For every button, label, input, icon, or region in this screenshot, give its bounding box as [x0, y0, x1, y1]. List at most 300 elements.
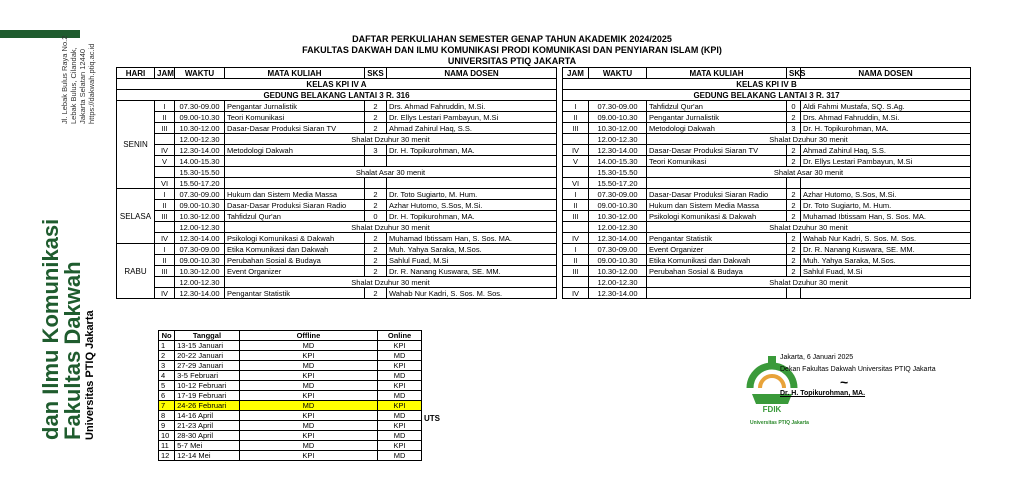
course-cell: Tahfidzul Qur'an: [647, 101, 787, 112]
waktu-cell: 09.00-10.30: [589, 255, 647, 266]
jam-cell: [563, 134, 589, 145]
cal-online-cell: MD: [378, 411, 422, 421]
calendar-row: [159, 411, 422, 421]
header-nama-dosen: NAMA DOSEN: [387, 68, 557, 79]
schedule-table-kpi-b: [562, 67, 971, 299]
course-cell: Pengantar Statistik: [647, 233, 787, 244]
sks-cell: 2: [787, 145, 801, 156]
sks-cell: 2: [787, 255, 801, 266]
jam-cell: III: [563, 211, 589, 222]
schedule-row: [563, 233, 971, 244]
lecturer-cell: Wahab Nur Kadri, S. Sos. M. Sos.: [801, 233, 971, 244]
schedule-row: [563, 145, 971, 156]
signature-name: Dr. H. Topikurohman, MA.: [780, 390, 866, 397]
uts-label: UTS: [424, 414, 440, 423]
course-cell: Etika Komunikasi dan Dakwah: [225, 244, 365, 255]
course-cell: Pengantar Statistik: [225, 288, 365, 299]
break-cell: Shalat Asar 30 menit: [647, 167, 971, 178]
cal-date-cell: 12-14 Mei: [175, 451, 240, 461]
lecturer-cell: [387, 156, 557, 167]
cal-date-cell: 14-16 April: [175, 411, 240, 421]
jam-cell: [155, 134, 175, 145]
waktu-cell: 12.00-12.30: [175, 222, 225, 233]
signature-date: Jakarta, 6 Januari 2025: [780, 354, 854, 361]
lecturer-cell: Sahlul Fuad, M.Si: [801, 266, 971, 277]
waktu-cell: 12.00-12.30: [175, 277, 225, 288]
calendar-row: [159, 341, 422, 351]
cal-online-cell: MD: [378, 451, 422, 461]
sks-cell: 2: [787, 112, 801, 123]
cal-no-cell: 6: [159, 391, 175, 401]
waktu-cell: 10.30-12.00: [589, 123, 647, 134]
cal-no-cell: 3: [159, 361, 175, 371]
lecturer-cell: Drs. Ahmad Fahruddin, M.Si.: [801, 112, 971, 123]
cal-date-cell: 5-7 Mei: [175, 441, 240, 451]
break-cell: Shalat Dzuhur 30 menit: [225, 222, 557, 233]
lecturer-cell: Dr. Ellys Lestari Pambayun, M.Si: [801, 156, 971, 167]
faculty-name-line1: Fakultas Dakwah: [60, 261, 85, 440]
cal-no-cell: 11: [159, 441, 175, 451]
cal-date-cell: 3-5 Februari: [175, 371, 240, 381]
day-cell: SENIN: [117, 101, 155, 189]
schedule-row: [117, 200, 557, 211]
kelas-label: KELAS KPI IV A: [117, 79, 557, 90]
course-cell: Dasar-Dasar Produksi Siaran Radio: [647, 189, 787, 200]
break-cell: Shalat Dzuhur 30 menit: [225, 277, 557, 288]
course-cell: Perubahan Sosial & Budaya: [225, 255, 365, 266]
course-cell: Teori Komunikasi: [647, 156, 787, 167]
cal-offline-cell: KPI: [239, 451, 377, 461]
jam-cell: [563, 277, 589, 288]
waktu-cell: 12.00-12.30: [589, 222, 647, 233]
waktu-cell: 10.30-12.00: [175, 266, 225, 277]
cal-online-cell: KPI: [378, 361, 422, 371]
calendar-row: [159, 401, 422, 411]
calendar-row: [159, 361, 422, 371]
gedung-label: GEDUNG BELAKANG LANTAI 3 R. 316: [117, 90, 557, 101]
waktu-cell: 15.50-17.20: [175, 178, 225, 189]
cal-offline-cell: KPI: [239, 371, 377, 381]
schedule-row: [117, 211, 557, 222]
waktu-cell: 12.30-14.00: [589, 145, 647, 156]
schedule-row: [563, 178, 971, 189]
lecturer-cell: Wahab Nur Kadri, S. Sos. M. Sos.: [387, 288, 557, 299]
header-nama-dosen: NAMA DOSEN: [801, 68, 971, 79]
lecturer-cell: Azhar Hutomo, S.Sos, M.Si.: [387, 200, 557, 211]
header-sks: SKS: [787, 68, 801, 79]
sks-cell: 2: [365, 233, 387, 244]
course-cell: Perubahan Sosial & Budaya: [647, 266, 787, 277]
signature-scribble: ~: [840, 374, 849, 390]
sks-cell: 2: [365, 255, 387, 266]
sks-cell: 2: [365, 288, 387, 299]
cal-online-cell: KPI: [378, 401, 422, 411]
schedule-row: [563, 266, 971, 277]
calendar-row: [159, 371, 422, 381]
jam-cell: I: [563, 189, 589, 200]
lecturer-cell: Muh. Yahya Saraka, M.Sos.: [387, 244, 557, 255]
waktu-cell: 15.50-17.20: [589, 178, 647, 189]
waktu-cell: 15.30-15.50: [175, 167, 225, 178]
header-sks: SKS: [365, 68, 387, 79]
schedule-row: [563, 189, 971, 200]
course-cell: Psikologi Komunikasi & Dakwah: [647, 211, 787, 222]
lecturer-cell: [387, 178, 557, 189]
calendar-row: [159, 351, 422, 361]
waktu-cell: 10.30-12.00: [589, 266, 647, 277]
cal-offline-cell: MD: [239, 441, 377, 451]
lecturer-cell: Aldi Fahmi Mustafa, SQ. S.Ag.: [801, 101, 971, 112]
course-cell: Pengantar Jurnalistik: [647, 112, 787, 123]
cal-no-cell: 7: [159, 401, 175, 411]
course-cell: Hukum dan Sistem Media Massa: [647, 200, 787, 211]
cal-online-cell: MD: [378, 391, 422, 401]
course-cell: Teori Komunikasi: [225, 112, 365, 123]
jam-cell: VI: [155, 178, 175, 189]
header-waktu: WAKTU: [589, 68, 647, 79]
cal-header-no: No: [159, 331, 175, 341]
sks-cell: 2: [365, 189, 387, 200]
cal-online-cell: KPI: [378, 441, 422, 451]
schedule-row: [563, 244, 971, 255]
lecturer-cell: [801, 178, 971, 189]
cal-no-cell: 8: [159, 411, 175, 421]
calendar-row: [159, 431, 422, 441]
sks-cell: 2: [365, 112, 387, 123]
cal-online-cell: KPI: [378, 341, 422, 351]
jam-cell: IV: [155, 288, 175, 299]
break-cell: Shalat Asar 30 menit: [225, 167, 557, 178]
document-subtitle: FAKULTAS DAKWAH DAN ILMU KOMUNIKASI PRODI KOMUNIKASI DAN PENYIARAN ISLAM (KPI): [302, 45, 722, 55]
cal-offline-cell: MD: [239, 401, 377, 411]
calendar-row: [159, 421, 422, 431]
jam-cell: III: [563, 266, 589, 277]
jam-cell: IV: [155, 145, 175, 156]
cal-header-tanggal: Tanggal: [175, 331, 240, 341]
waktu-cell: 12.30-14.00: [175, 145, 225, 156]
website-link[interactable]: https://dakwah.ptiq.ac.id: [87, 43, 96, 124]
course-cell: Etika Komunikasi dan Dakwah: [647, 255, 787, 266]
cal-date-cell: 20-22 Januari: [175, 351, 240, 361]
jam-cell: [563, 222, 589, 233]
lecturer-cell: Ahmad Zahirul Haq, S.S.: [801, 145, 971, 156]
jam-cell: III: [563, 123, 589, 134]
cal-date-cell: 17-19 Februari: [175, 391, 240, 401]
jam-cell: [155, 167, 175, 178]
schedule-row: [117, 167, 557, 178]
waktu-cell: 09.00-10.30: [589, 200, 647, 211]
sks-cell: 2: [365, 266, 387, 277]
waktu-cell: 12.30-14.00: [589, 233, 647, 244]
lecturer-cell: Dr. Toto Sugiarto, M. Hum.: [801, 200, 971, 211]
cal-header-online: Online: [378, 331, 422, 341]
schedule-row: [563, 255, 971, 266]
schedule-row: [117, 233, 557, 244]
jam-cell: III: [155, 266, 175, 277]
waktu-cell: 10.30-12.00: [175, 211, 225, 222]
signature-role: Dekan Fakultas Dakwah Universitas PTIQ Jakarta: [780, 366, 936, 373]
jam-cell: I: [155, 101, 175, 112]
lecturer-cell: Muhamad Ibtissam Han, S. Sos. MA.: [387, 233, 557, 244]
sks-cell: 2: [787, 156, 801, 167]
waktu-cell: 09.00-10.30: [589, 112, 647, 123]
university-title: UNIVERSITAS PTIQ JAKARTA: [447, 56, 577, 66]
sks-cell: 2: [787, 200, 801, 211]
course-cell: Dasar-Dasar Produksi Siaran TV: [225, 123, 365, 134]
jam-cell: V: [563, 156, 589, 167]
course-cell: [647, 288, 787, 299]
break-cell: Shalat Dzuhur 30 menit: [225, 134, 557, 145]
address-line: Jl. Lebak Bulus Raya No.2: [60, 35, 69, 124]
waktu-cell: 15.30-15.50: [589, 167, 647, 178]
jam-cell: IV: [563, 288, 589, 299]
waktu-cell: 09.00-10.30: [175, 112, 225, 123]
schedule-row: [563, 211, 971, 222]
lecturer-cell: Dr. H. Topikurohman, MA.: [801, 123, 971, 134]
course-cell: Metodologi Dakwah: [647, 123, 787, 134]
cal-offline-cell: KPI: [239, 431, 377, 441]
course-cell: Metodologi Dakwah: [225, 145, 365, 156]
sks-cell: 3: [365, 145, 387, 156]
lecturer-cell: Dr. R. Nanang Kuswara, SE. MM.: [801, 244, 971, 255]
schedule-row: [117, 145, 557, 156]
sks-cell: 2: [787, 266, 801, 277]
day-cell: SELASA: [117, 189, 155, 244]
schedule-row: [117, 288, 557, 299]
header-mata-kuliah: MATA KULIAH: [225, 68, 365, 79]
sks-cell: 2: [787, 189, 801, 200]
waktu-cell: 12.30-14.00: [175, 233, 225, 244]
sks-cell: 2: [365, 101, 387, 112]
schedule-row: [117, 222, 557, 233]
cal-no-cell: 10: [159, 431, 175, 441]
jam-cell: IV: [563, 233, 589, 244]
cal-online-cell: KPI: [378, 381, 422, 391]
header-mata-kuliah: MATA KULIAH: [647, 68, 787, 79]
jam-cell: I: [563, 244, 589, 255]
waktu-cell: 10.30-12.00: [175, 123, 225, 134]
sks-cell: 2: [365, 244, 387, 255]
cal-date-cell: 10-12 Februari: [175, 381, 240, 391]
schedule-row: [563, 123, 971, 134]
cal-no-cell: 12: [159, 451, 175, 461]
lecturer-cell: Azhar Hutomo, S.Sos, M.Si.: [801, 189, 971, 200]
lecturer-cell: Drs. Ahmad Fahruddin, M.Si.: [387, 101, 557, 112]
cal-no-cell: 2: [159, 351, 175, 361]
waktu-cell: 12.00-12.30: [589, 277, 647, 288]
sks-cell: 0: [365, 211, 387, 222]
calendar-row: [159, 391, 422, 401]
header-jam: JAM: [563, 68, 589, 79]
schedule-row: [117, 112, 557, 123]
sks-cell: 3: [787, 123, 801, 134]
cal-date-cell: 13-15 Januari: [175, 341, 240, 351]
cal-date-cell: 28-30 April: [175, 431, 240, 441]
sks-cell: [365, 156, 387, 167]
course-cell: Dasar-Dasar Produksi Siaran TV: [647, 145, 787, 156]
waktu-cell: 07.30-09.00: [175, 189, 225, 200]
schedule-row: [563, 112, 971, 123]
course-cell: Hukum dan Sistem Media Massa: [225, 189, 365, 200]
schedule-row: [117, 255, 557, 266]
course-cell: [225, 178, 365, 189]
schedule-row: [563, 134, 971, 145]
jam-cell: [563, 167, 589, 178]
svg-text:FDIK: FDIK: [762, 405, 782, 414]
schedule-row: [117, 266, 557, 277]
sks-cell: [787, 288, 801, 299]
header-jam: JAM: [155, 68, 175, 79]
cal-no-cell: 9: [159, 421, 175, 431]
cal-offline-cell: MD: [239, 361, 377, 371]
cal-offline-cell: MD: [239, 381, 377, 391]
waktu-cell: 07.30-09.00: [175, 244, 225, 255]
lecturer-cell: Dr. R. Nanang Kuswara, SE. MM.: [387, 266, 557, 277]
kelas-label: KELAS KPI IV B: [563, 79, 971, 90]
schedule-row: [117, 244, 557, 255]
jam-cell: I: [155, 189, 175, 200]
waktu-cell: 14.00-15.30: [589, 156, 647, 167]
address-line: Lebak Bulus, Cilandak,: [69, 47, 78, 124]
waktu-cell: 12.00-12.30: [175, 134, 225, 145]
jam-cell: VI: [563, 178, 589, 189]
cal-online-cell: MD: [378, 371, 422, 381]
course-cell: Psikologi Komunikasi & Dakwah: [225, 233, 365, 244]
schedule-row: [563, 156, 971, 167]
cal-online-cell: MD: [378, 351, 422, 361]
course-cell: Event Organizer: [647, 244, 787, 255]
header-hari: HARI: [117, 68, 155, 79]
cal-offline-cell: KPI: [239, 391, 377, 401]
cal-date-cell: 24-26 Februari: [175, 401, 240, 411]
schedule-row: [563, 200, 971, 211]
course-cell: Event Organizer: [225, 266, 365, 277]
lecturer-cell: Muh. Yahya Saraka, M.Sos.: [801, 255, 971, 266]
course-cell: Tahfidzul Qur'an: [225, 211, 365, 222]
calendar-row: [159, 441, 422, 451]
sks-cell: 2: [787, 233, 801, 244]
schedule-row: [117, 156, 557, 167]
sks-cell: [365, 178, 387, 189]
cal-offline-cell: MD: [239, 421, 377, 431]
jam-cell: II: [563, 200, 589, 211]
jam-cell: II: [563, 112, 589, 123]
waktu-cell: 12.00-12.30: [589, 134, 647, 145]
lecturer-cell: [801, 288, 971, 299]
schedule-row: [563, 101, 971, 112]
schedule-row: [563, 277, 971, 288]
waktu-cell: 14.00-15.30: [175, 156, 225, 167]
lecturer-cell: Dr. Ellys Lestari Pambayun, M.Si: [387, 112, 557, 123]
cal-no-cell: 1: [159, 341, 175, 351]
signature-block: [780, 352, 936, 400]
cal-date-cell: 27-29 Januari: [175, 361, 240, 371]
waktu-cell: 09.00-10.30: [175, 200, 225, 211]
faculty-name-line2: dan Ilmu Komunikasi: [38, 218, 63, 440]
university-name: Universitas PTIQ Jakarta: [84, 310, 96, 440]
cal-offline-cell: MD: [239, 341, 377, 351]
waktu-cell: 07.30-09.00: [175, 101, 225, 112]
calendar-row: [159, 381, 422, 391]
waktu-cell: 12.30-14.00: [589, 288, 647, 299]
jam-cell: I: [563, 101, 589, 112]
break-cell: Shalat Dzuhur 30 menit: [647, 134, 971, 145]
sks-cell: 2: [365, 200, 387, 211]
jam-cell: III: [155, 211, 175, 222]
cal-offline-cell: KPI: [239, 351, 377, 361]
course-cell: Pengantar Jurnalistik: [225, 101, 365, 112]
cal-online-cell: MD: [378, 431, 422, 441]
jam-cell: II: [563, 255, 589, 266]
jam-cell: IV: [563, 145, 589, 156]
schedule-row: [117, 277, 557, 288]
waktu-cell: 09.00-10.30: [175, 255, 225, 266]
lecturer-cell: Dr. H. Topikurohman, MA.: [387, 211, 557, 222]
course-cell: [225, 156, 365, 167]
jam-cell: IV: [155, 233, 175, 244]
schedule-row: [563, 167, 971, 178]
schedule-row: [117, 178, 557, 189]
schedule-row: [563, 288, 971, 299]
jam-cell: II: [155, 255, 175, 266]
waktu-cell: 07.30-09.00: [589, 189, 647, 200]
meeting-calendar-table: [158, 330, 422, 461]
cal-no-cell: 4: [159, 371, 175, 381]
cal-date-cell: 21-23 April: [175, 421, 240, 431]
document-title: DAFTAR PERKULIAHAN SEMESTER GENAP TAHUN AKADEMIK 2024/2025: [352, 34, 672, 44]
schedule-row: [117, 134, 557, 145]
lecturer-cell: Dr. H. Topikurohman, MA.: [387, 145, 557, 156]
jam-cell: I: [155, 244, 175, 255]
lecturer-cell: Dr. Toto Sugiarto, M. Hum.: [387, 189, 557, 200]
waktu-cell: 10.30-12.00: [589, 211, 647, 222]
stamp-text: Universitas PTIQ Jakarta: [750, 420, 809, 426]
sks-cell: 0: [787, 101, 801, 112]
jam-cell: II: [155, 112, 175, 123]
lecturer-cell: Muhamad Ibtissam Han, S. Sos. MA.: [801, 211, 971, 222]
schedule-row: [117, 189, 557, 200]
cal-offline-cell: KPI: [239, 411, 377, 421]
schedule-table-kpi-a: [116, 67, 557, 299]
day-cell: RABU: [117, 244, 155, 299]
waktu-cell: 12.30-14.00: [175, 288, 225, 299]
faculty-sidebar: [40, 219, 96, 440]
jam-cell: II: [155, 200, 175, 211]
cal-header-offline: Offline: [239, 331, 377, 341]
header-waktu: WAKTU: [175, 68, 225, 79]
lecturer-cell: Sahlul Fuad, M.Si: [387, 255, 557, 266]
waktu-cell: 07.30-09.00: [589, 244, 647, 255]
sks-cell: 2: [787, 211, 801, 222]
jam-cell: V: [155, 156, 175, 167]
jam-cell: [155, 222, 175, 233]
schedule-row: [563, 222, 971, 233]
lecturer-cell: Ahmad Zahirul Haq, S.S.: [387, 123, 557, 134]
schedule-row: [117, 101, 557, 112]
calendar-row: [159, 451, 422, 461]
address-line: Jakarta Selatan 12440: [78, 48, 87, 124]
cal-no-cell: 5: [159, 381, 175, 391]
jam-cell: III: [155, 123, 175, 134]
jam-cell: [155, 277, 175, 288]
gedung-label: GEDUNG BELAKANG LANTAI 3 R. 317: [563, 90, 971, 101]
sks-cell: 2: [787, 244, 801, 255]
cal-online-cell: KPI: [378, 421, 422, 431]
course-cell: [647, 178, 787, 189]
waktu-cell: 07.30-09.00: [589, 101, 647, 112]
sks-cell: [787, 178, 801, 189]
sks-cell: 2: [365, 123, 387, 134]
